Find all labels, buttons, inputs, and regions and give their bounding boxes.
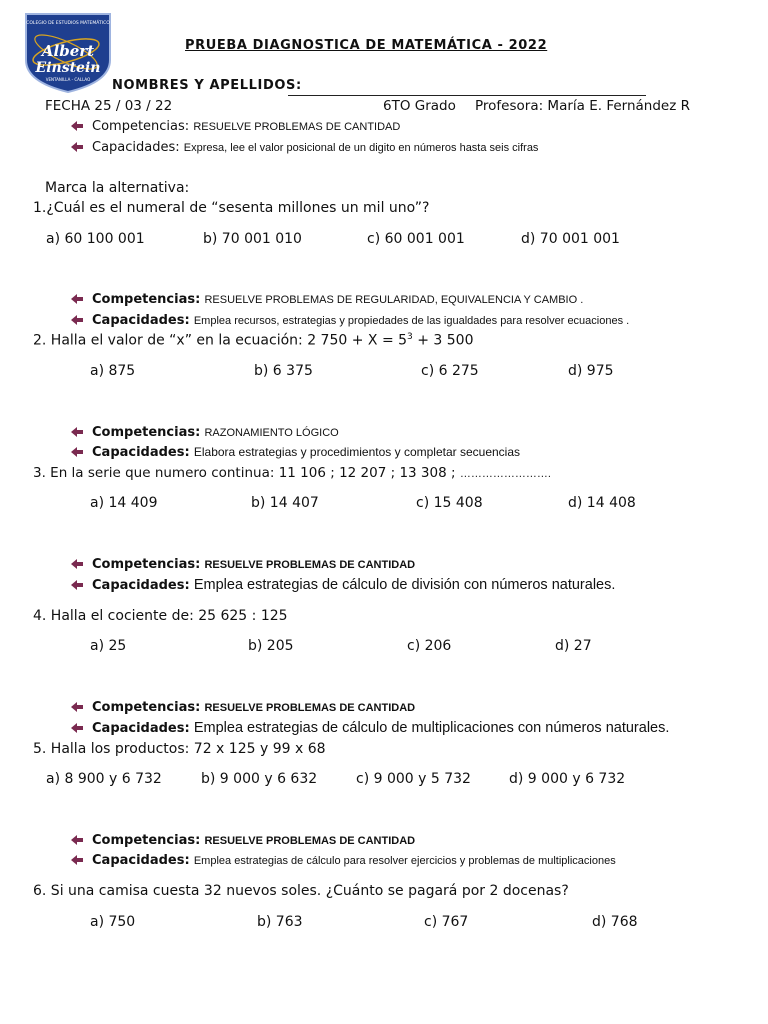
option-5a[interactable]: a) 8 900 y 6 732 <box>46 771 162 787</box>
capacidades-label: Capacidades: <box>92 578 190 593</box>
question-2-tail: + 3 500 <box>412 332 474 349</box>
bullet-icon <box>71 835 83 845</box>
capacidades-label: Capacidades: <box>92 140 180 155</box>
instruction-text: Marca la alternativa: <box>45 180 190 196</box>
competencias-text: RAZONAMIENTO LÓGICO <box>204 427 339 439</box>
competencias-row <box>71 292 583 307</box>
option-3d[interactable]: d) 14 408 <box>568 495 636 511</box>
competencias-text: RESUELVE PROBLEMAS DE CANTIDAD <box>193 121 401 133</box>
competencias-label: Competencias: <box>92 833 201 848</box>
bullet-icon <box>71 294 83 304</box>
capacidades-text: Expresa, lee el valor posicional de un digito en números hasta seis cifras <box>183 142 539 154</box>
option-1a[interactable]: a) 60 100 001 <box>46 231 145 247</box>
competencias-label: Competencias: <box>92 425 201 440</box>
question-2-text: 2. Halla el valor de “x” en la ecuación: 2 750 + X = 5 <box>33 332 408 349</box>
option-5c[interactable]: c) 9 000 y 5 732 <box>356 771 471 787</box>
option-5d[interactable]: d) 9 000 y 6 732 <box>509 771 626 787</box>
bullet-icon <box>71 580 83 590</box>
option-6c[interactable]: c) 767 <box>424 914 469 930</box>
svg-text:Albert: Albert <box>41 42 95 60</box>
competencias-label: Competencias: <box>92 700 201 715</box>
capacidades-label: Capacidades: <box>92 853 190 868</box>
competencias-text: RESUELVE PROBLEMAS DE CANTIDAD <box>204 559 416 571</box>
competencias-text: RESUELVE PROBLEMAS DE REGULARIDAD, EQUIVALENCIA Y CAMBIO . <box>204 294 584 306</box>
bullet-icon <box>71 702 83 712</box>
question-6: 6. Si una camisa cuesta 32 nuevos soles. ¿Cuánto se pagará por 2 docenas? <box>33 883 569 899</box>
competencias-row <box>71 833 415 848</box>
grado-text: 6TO Grado <box>383 98 456 114</box>
question-4: 4. Halla el cociente de: 25 625 : 125 <box>33 608 288 624</box>
capacidades-text: Emplea recursos, estrategias y propiedades de las igualdades para resolver ecuaciones . <box>193 315 630 327</box>
answer-blank[interactable]: ……………………. <box>459 468 551 480</box>
question-3-text: 3. En la serie que numero continua: 11 106 ; 12 207 ; 13 308 ; <box>33 465 456 481</box>
option-2d[interactable]: d) 975 <box>568 363 614 379</box>
bullet-icon <box>71 121 83 131</box>
capacidades-text: Elabora estrategias y procedimientos y completar secuencias <box>193 445 521 459</box>
bullet-icon <box>71 142 83 152</box>
capacidades-label: Capacidades: <box>92 445 190 460</box>
bullet-icon <box>71 723 83 733</box>
option-3b[interactable]: b) 14 407 <box>251 495 319 511</box>
question-2 <box>33 332 474 349</box>
competencias-text: RESUELVE PROBLEMAS DE CANTIDAD <box>204 702 416 714</box>
shield-icon <box>22 12 114 94</box>
capacidades-text: Emplea estrategias de cálculo de multiplicaciones con números naturales. <box>193 720 670 736</box>
school-logo <box>22 12 114 94</box>
capacidades-text: Emplea estrategias de cálculo para resolver ejercicios y problemas de multiplicaciones <box>193 855 616 867</box>
competencias-row <box>71 119 400 134</box>
competencias-label: Competencias: <box>92 119 190 134</box>
exponent: 3 <box>407 332 413 342</box>
option-6d[interactable]: d) 768 <box>592 914 638 930</box>
capacidades-row <box>71 853 616 868</box>
competencias-label: Competencias: <box>92 557 201 572</box>
competencias-row <box>71 425 339 440</box>
option-4b[interactable]: b) 205 <box>248 638 294 654</box>
competencias-label: Competencias: <box>92 292 201 307</box>
bullet-icon <box>71 855 83 865</box>
capacidades-label: Capacidades: <box>92 313 190 328</box>
svg-text:COLEGIO DE ESTUDIOS MATEMÁTICO: COLEGIO DE ESTUDIOS MATEMÁTICO <box>26 21 110 26</box>
bullet-icon <box>71 315 83 325</box>
bullet-icon <box>71 447 83 457</box>
svg-text:Einstein: Einstein <box>35 60 101 76</box>
svg-text:VENTANILLA - CALLAO: VENTANILLA - CALLAO <box>45 77 91 82</box>
option-4d[interactable]: d) 27 <box>555 638 592 654</box>
names-input-line[interactable] <box>288 95 646 96</box>
capacidades-label: Capacidades: <box>92 721 190 736</box>
option-5b[interactable]: b) 9 000 y 6 632 <box>201 771 318 787</box>
question-3 <box>33 465 551 481</box>
bullet-icon <box>71 559 83 569</box>
question-1: 1.¿Cuál es el numeral de “sesenta millones un mil uno”? <box>33 200 430 216</box>
names-label: NOMBRES Y APELLIDOS: <box>112 78 302 93</box>
option-6a[interactable]: a) 750 <box>90 914 136 930</box>
fecha-text: FECHA 25 / 03 / 22 <box>45 98 173 114</box>
competencias-text: RESUELVE PROBLEMAS DE CANTIDAD <box>204 835 416 847</box>
option-1c[interactable]: c) 60 001 001 <box>367 231 465 247</box>
option-4c[interactable]: c) 206 <box>407 638 452 654</box>
capacidades-text: Emplea estrategias de cálculo de división con números naturales. <box>193 577 616 593</box>
option-4a[interactable]: a) 25 <box>90 638 127 654</box>
option-3a[interactable]: a) 14 409 <box>90 495 158 511</box>
option-1d[interactable]: d) 70 001 001 <box>521 231 620 247</box>
option-2a[interactable]: a) 875 <box>90 363 136 379</box>
competencias-row <box>71 557 415 572</box>
capacidades-row <box>71 140 538 155</box>
option-6b[interactable]: b) 763 <box>257 914 303 930</box>
option-2c[interactable]: c) 6 275 <box>421 363 479 379</box>
profesora-text: Profesora: María E. Fernández R <box>475 98 690 114</box>
page-title: PRUEBA DIAGNOSTICA DE MATEMÁTICA - 2022 <box>185 38 548 53</box>
capacidades-row <box>71 313 629 328</box>
capacidades-row <box>71 445 520 460</box>
option-3c[interactable]: c) 15 408 <box>416 495 483 511</box>
option-2b[interactable]: b) 6 375 <box>254 363 313 379</box>
bullet-icon <box>71 427 83 437</box>
competencias-row <box>71 700 415 715</box>
capacidades-row <box>71 577 615 593</box>
question-5: 5. Halla los productos: 72 x 125 y 99 x 68 <box>33 741 326 757</box>
option-1b[interactable]: b) 70 001 010 <box>203 231 302 247</box>
capacidades-row <box>71 720 669 736</box>
